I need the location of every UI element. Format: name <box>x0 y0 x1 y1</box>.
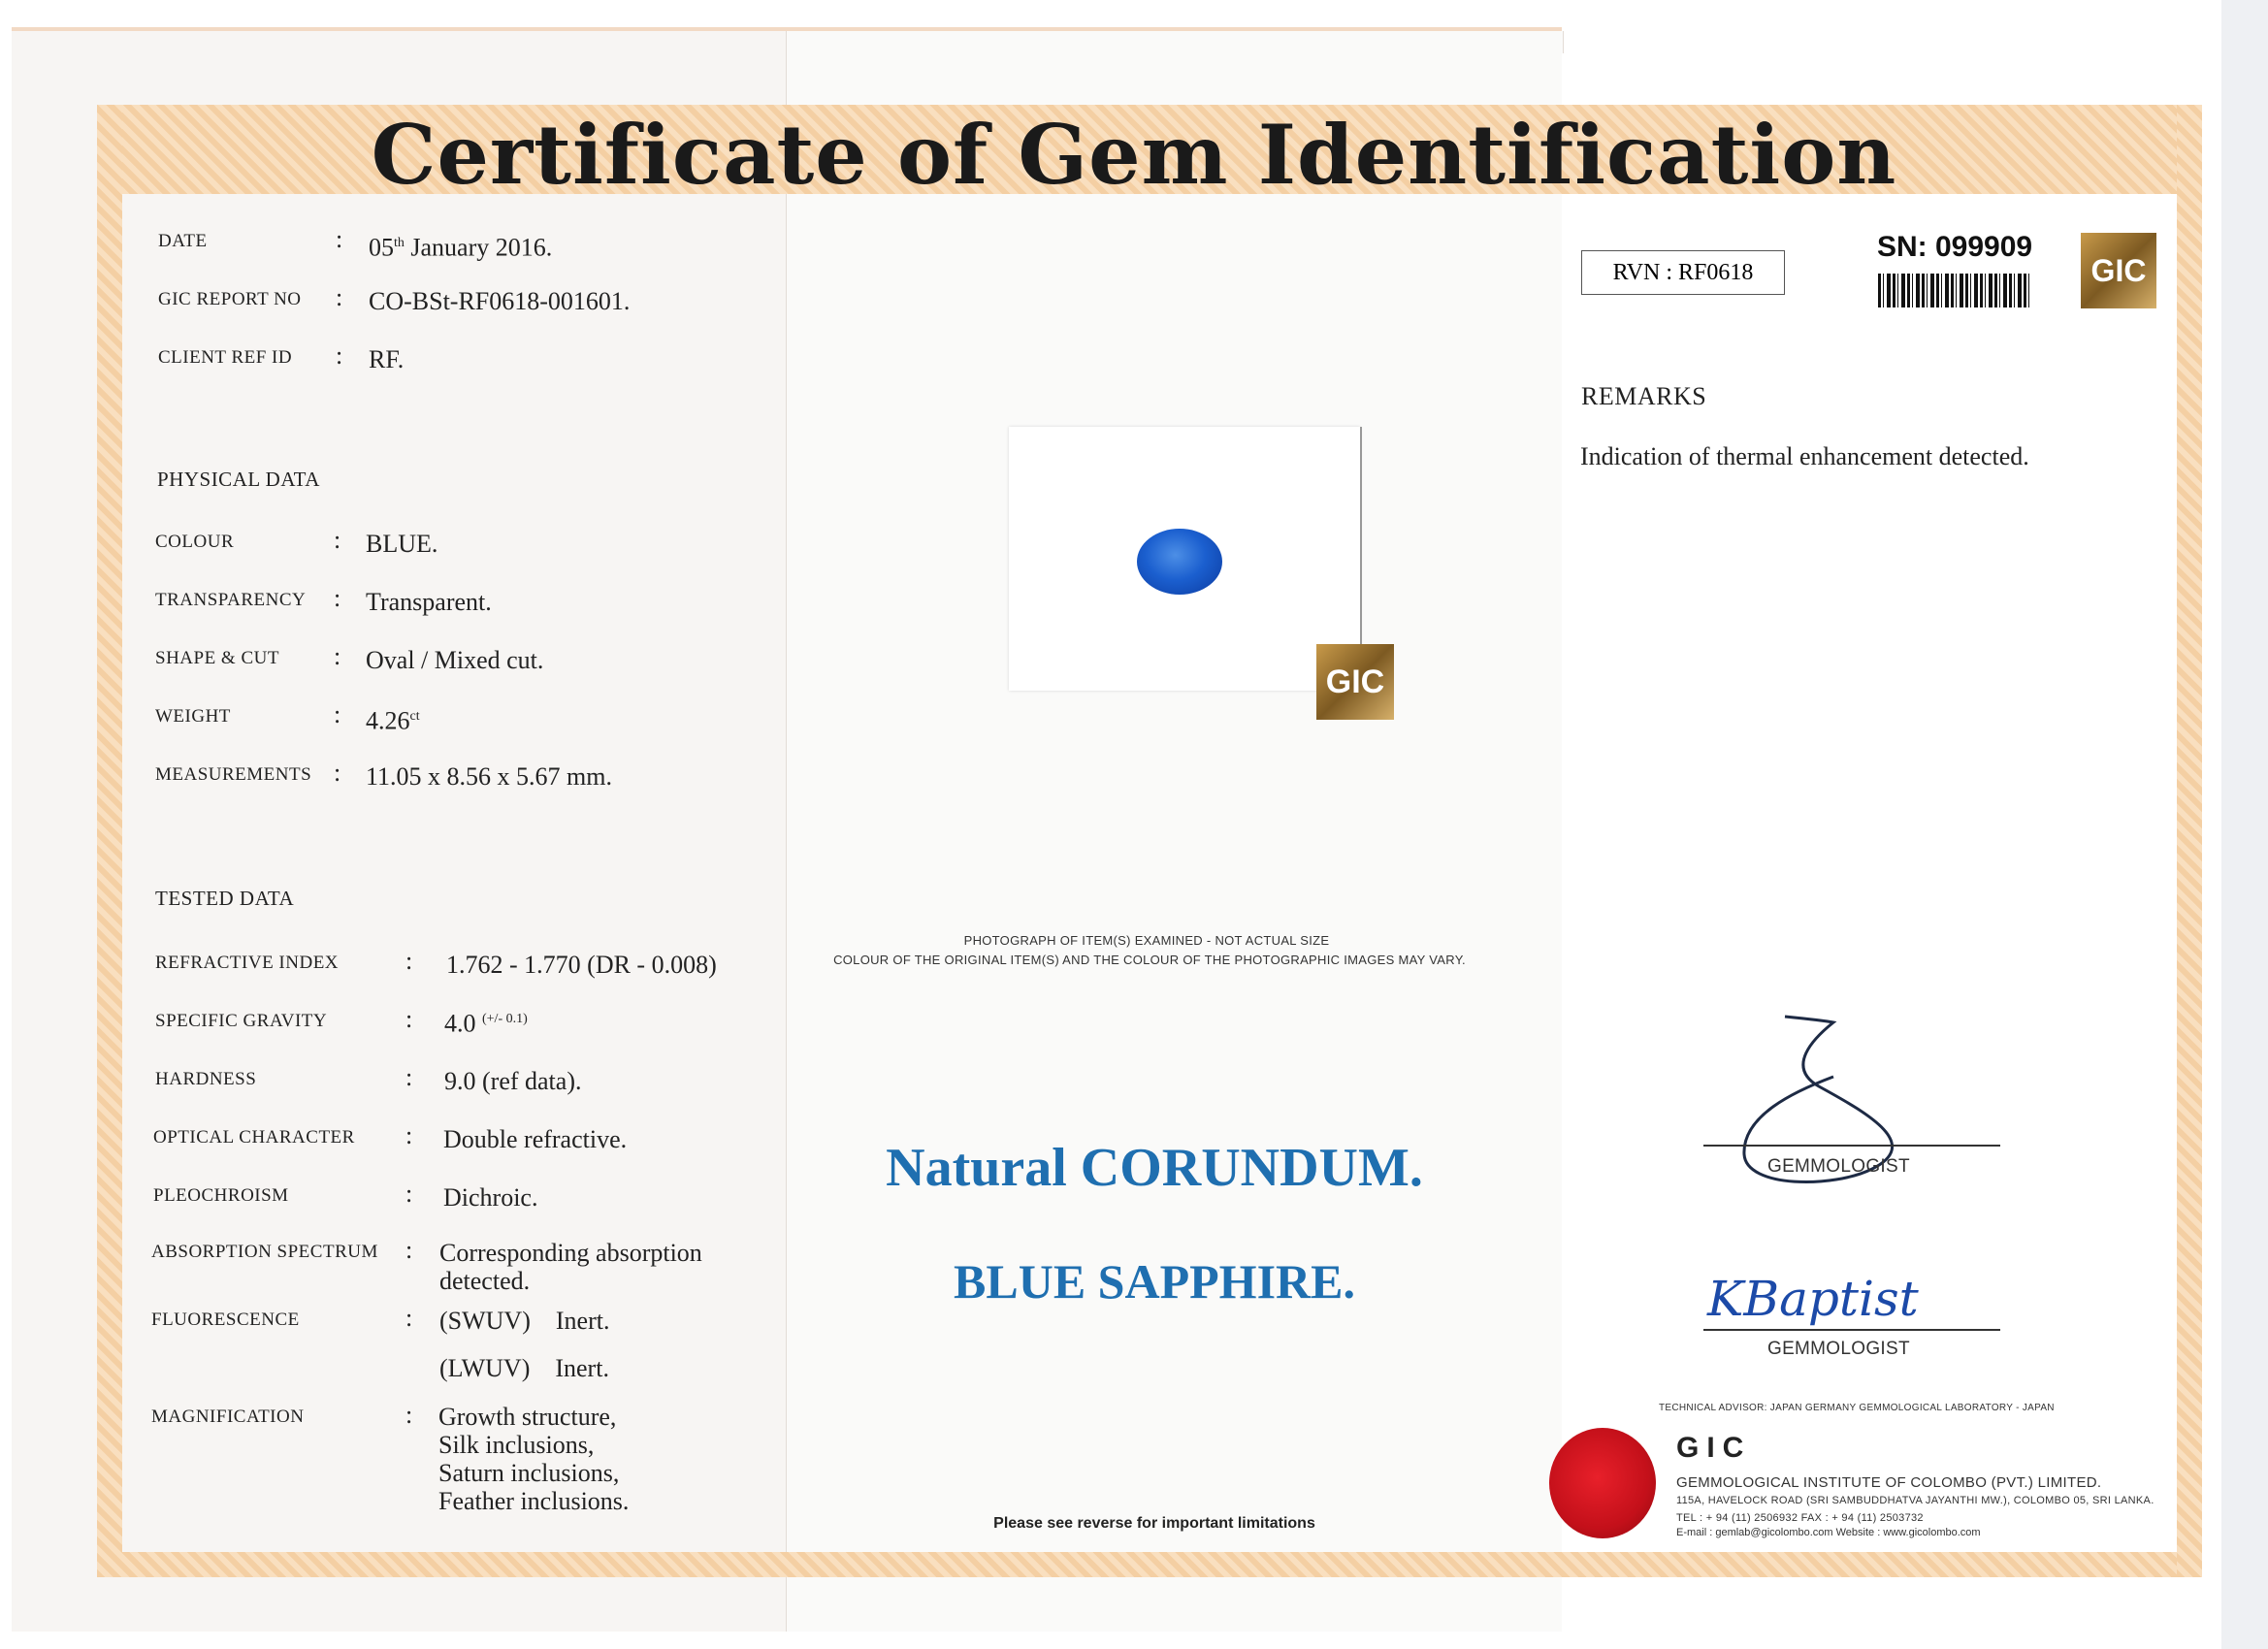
colon: : <box>405 1180 413 1208</box>
photo-caption-line1: PHOTOGRAPH OF ITEM(S) EXAMINED - NOT ACTUAL SIZE <box>963 933 1330 948</box>
colon: : <box>405 1121 413 1149</box>
limitations-note: Please see reverse for important limitations <box>993 1515 1315 1532</box>
value-specific-gravity: 4.0 $^{(+/- 0.1)}$ <box>444 1009 528 1038</box>
label-specific-gravity: SPECIFIC GRAVITY <box>155 1011 328 1031</box>
variety-title: BLUE SAPPHIRE. <box>954 1254 1355 1309</box>
value-pleochroism: Dichroic. <box>443 1183 538 1212</box>
value-fluorescence-lwuv: (LWUV) Inert. <box>439 1354 609 1382</box>
border-left <box>97 105 122 1577</box>
org-contact: E-mail : gemlab@gicolombo.com Website : www.gicolombo.com <box>1676 1527 1981 1538</box>
colon: : <box>336 341 343 370</box>
label-date: DATE <box>158 231 208 251</box>
technical-advisor: TECHNICAL ADVISOR: JAPAN GERMANY GEMMOLOGICAL LABORATORY - JAPAN <box>1659 1403 2055 1413</box>
colon: : <box>334 759 341 787</box>
label-pleochroism: PLEOCHROISM <box>153 1185 289 1206</box>
label-optical-character: OPTICAL CHARACTER <box>153 1127 355 1148</box>
label-transparency: TRANSPARENCY <box>155 590 307 610</box>
label-measurements: MEASUREMENTS <box>155 764 312 785</box>
gic-hologram-seal: GIC <box>1316 644 1394 720</box>
colon: : <box>405 1304 413 1332</box>
serial-number: SN: 099909 <box>1877 231 2033 263</box>
value-optical-character: Double refractive. <box>443 1125 628 1153</box>
heading-physical-data: PHYSICAL DATA <box>157 468 320 491</box>
org-telephone: TEL : + 94 (11) 2506932 FAX : + 94 (11) 2503732 <box>1676 1512 1924 1524</box>
blue-sapphire-image <box>1137 529 1222 595</box>
label-hardness: HARDNESS <box>155 1069 257 1089</box>
org-name: GEMMOLOGICAL INSTITUTE OF COLOMBO (PVT.) LIMITED. <box>1676 1474 2102 1491</box>
value-date: 05th January 2016. <box>369 233 553 262</box>
colon: : <box>334 584 341 612</box>
heading-tested-data: TESTED DATA <box>155 887 295 910</box>
wax-seal <box>1549 1428 1656 1538</box>
value-shape-cut: Oval / Mixed cut. <box>366 646 544 674</box>
signature-line-2 <box>1703 1329 2000 1331</box>
label-report-no: GIC REPORT NO <box>158 289 302 309</box>
label-absorption-spectrum: ABSORPTION SPECTRUM <box>151 1242 378 1262</box>
value-measurements: 11.05 x 8.56 x 5.67 mm. <box>366 762 612 791</box>
label-client-ref: CLIENT REF ID <box>158 347 293 368</box>
gemmologist-label-2: GEMMOLOGIST <box>1767 1339 1910 1359</box>
label-shape-cut: SHAPE & CUT <box>155 648 279 668</box>
colon: : <box>405 1005 413 1033</box>
species-title: Natural CORUNDUM. <box>886 1138 1423 1198</box>
label-refractive-index: REFRACTIVE INDEX <box>155 953 340 973</box>
gemmologist-label-1: GEMMOLOGIST <box>1767 1156 1910 1177</box>
label-colour: COLOUR <box>155 532 235 552</box>
colon: : <box>405 947 413 975</box>
photo-caption-line2: COLOUR OF THE ORIGINAL ITEM(S) AND THE COLOUR OF THE PHOTOGRAPHIC IMAGES MAY VARY. <box>833 953 1466 967</box>
value-fluorescence-swuv: (SWUV) Inert. <box>439 1307 610 1335</box>
remarks-text: Indication of thermal enhancement detected. <box>1580 442 2029 470</box>
gemmologist-signature-2: KBaptist <box>1707 1271 1919 1327</box>
value-transparency: Transparent. <box>366 588 492 616</box>
colon: : <box>334 700 341 728</box>
value-absorption-spectrum: Corresponding absorption detected. <box>439 1239 702 1295</box>
value-refractive-index: 1.762 - 1.770 (DR - 0.008) <box>446 951 717 979</box>
certificate-title: Certificate of Gem Identification <box>371 107 1897 203</box>
value-weight: $4.26^{ct}$ <box>366 706 420 735</box>
heading-remarks: REMARKS <box>1581 382 1707 410</box>
colon: : <box>334 642 341 670</box>
gic-logo-seal: GIC <box>2081 233 2156 308</box>
value-report-no: CO-BSt-RF0618-001601. <box>369 287 631 315</box>
colon: : <box>405 1236 413 1264</box>
org-short-name: GIC <box>1676 1432 1752 1464</box>
colon: : <box>336 283 343 311</box>
border-right <box>2177 105 2202 1577</box>
org-address: 115A, HAVELOCK ROAD (SRI SAMBUDDHATVA JAYANTHI MW.), COLOMBO 05, SRI LANKA. <box>1676 1495 2155 1506</box>
colon: : <box>334 526 341 554</box>
scan-margin <box>2221 0 2268 1649</box>
value-magnification: Growth structure, Silk inclusions, Saturn inclusions, Feather inclusions. <box>438 1403 630 1515</box>
border-bottom <box>97 1552 2202 1577</box>
label-weight: WEIGHT <box>155 706 231 727</box>
value-client-ref: RF. <box>369 345 405 373</box>
value-hardness: 9.0 (ref data). <box>444 1067 582 1095</box>
value-colour: BLUE. <box>366 530 438 558</box>
colon: : <box>336 225 343 253</box>
colon: : <box>405 1063 413 1091</box>
label-fluorescence: FLUORESCENCE <box>151 1310 300 1330</box>
colon: : <box>405 1401 413 1429</box>
signature-line-1 <box>1703 1145 2000 1147</box>
barcode <box>1878 274 2031 307</box>
rvn-box: RVN : RF0618 <box>1581 250 1785 295</box>
label-magnification: MAGNIFICATION <box>151 1406 305 1427</box>
